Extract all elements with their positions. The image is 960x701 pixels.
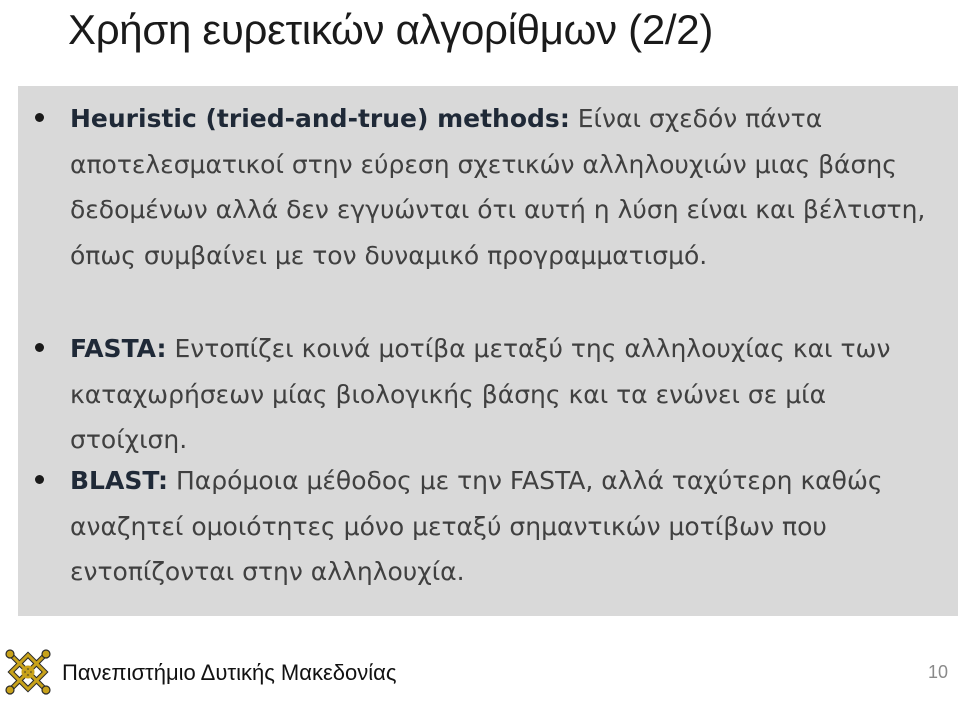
- university-name: Πανεπιστήμιο Δυτικής Μακεδονίας: [62, 660, 397, 685]
- bullet-dot-icon: [35, 475, 44, 484]
- slide-footer: [0, 630, 960, 701]
- bullet-description: Εντοπίζει κοινά μοτίβα μεταξύ της αλληλουχίας και των καταχωρήσεων μίας βιολογικής βάσης και τα ενώνει σε μία στοίχιση.: [70, 334, 891, 454]
- bullet-term: FASTA: [70, 334, 157, 363]
- bullet-dot-icon: [35, 113, 44, 122]
- university-logo-icon: [4, 648, 52, 696]
- page-number: 10: [927, 662, 948, 682]
- bullet-dot-icon: [35, 343, 44, 352]
- bullet-text: [70, 458, 950, 595]
- bullet-item-fasta: [18, 326, 958, 463]
- bullet-separator: :: [158, 466, 169, 495]
- bullet-text: [70, 96, 950, 278]
- bullet-separator: :: [156, 334, 167, 363]
- slide-title: Χρήση ευρετικών αλγορίθμων (2/2): [68, 6, 714, 53]
- bullet-item-blast: [18, 458, 958, 595]
- bullet-item-heuristic: [18, 96, 958, 326]
- bullet-separator: :: [559, 104, 570, 133]
- bullet-description: Παρόμοια μέθοδος με την FASTA, αλλά ταχύτερη καθώς αναζητεί ομοιότητες μόνο μεταξύ σημαντικών μοτίβων που εντοπίζονται στην αλληλουχία.: [70, 466, 883, 586]
- bullet-term: BLAST: [70, 466, 159, 495]
- bullet-text: [70, 326, 950, 463]
- bullet-description: Είναι σχεδόν πάντα αποτελεσματικοί στην εύρεση σχετικών αλληλουχιών μιας βάσης δεδομένων αλλά δεν εγγυώνται ότι αυτή η λύση είναι και βέλτιστη, όπως συμβαίνει με τον δυναμικό προγραμματισμό.: [70, 104, 926, 270]
- bullet-term: Heuristic (tried-and-true) methods: [70, 104, 560, 133]
- content-box: [18, 86, 958, 616]
